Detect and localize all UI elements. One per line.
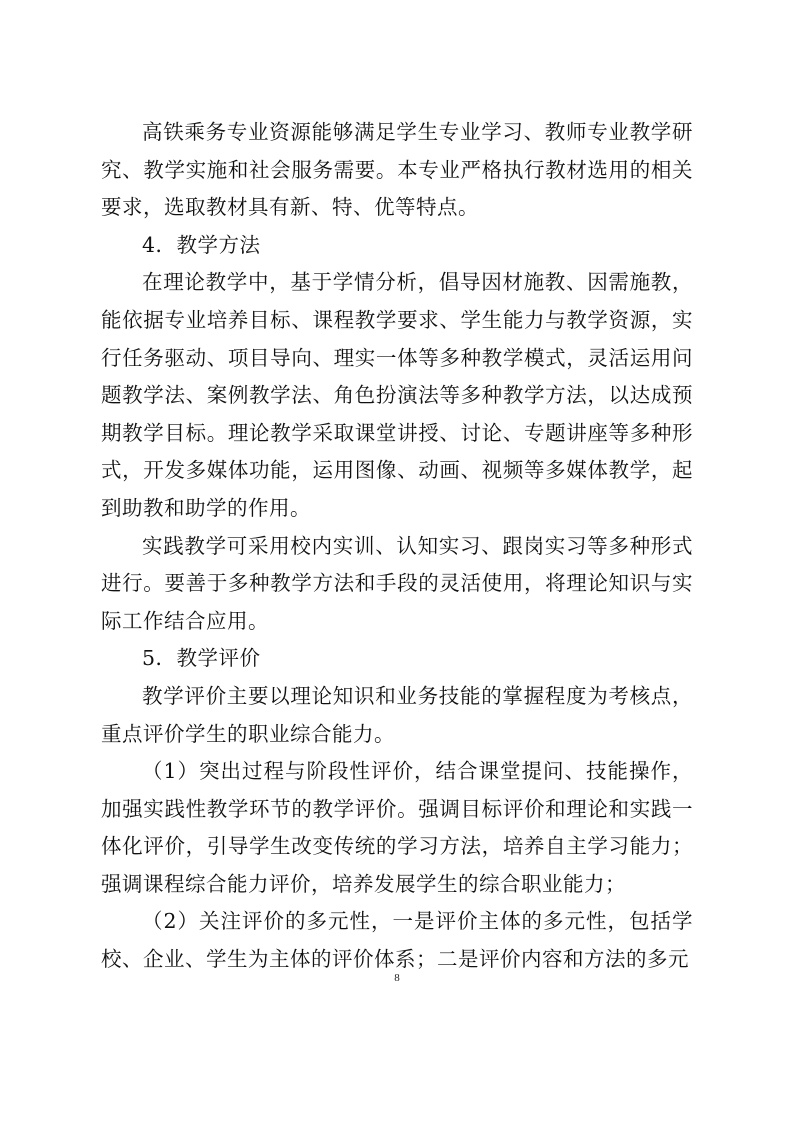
paragraph-evaluation-item-2: （2）关注评价的多元性，一是评价主体的多元性，包括学校、企业、学生为主体的评价体系；二是评价内容和方法的多元 xyxy=(101,909,693,972)
paragraph-evaluation-summary: 教学评价主要以理论知识和业务技能的掌握程度为考核点，重点评价学生的职业综合能力。 xyxy=(101,683,693,746)
body-text xyxy=(101,114,693,979)
heading-teaching-evaluation: 5．教学评价 xyxy=(142,646,261,671)
heading-teaching-methods: 4．教学方法 xyxy=(142,232,261,257)
paragraph-theory-teaching: 在理论教学中，基于学情分析，倡导因材施教、因需施教，能依据专业培养目标、课程教学要求、学生能力与教学资源，实行任务驱动、项目导向、理实一体等多种教学模式，灵活运用问题教学法、案例教学法、角色扮演法等多种教学方法，以达成预期教学目标。理论教学采取课堂讲授、讨论、专题讲座等多种形式，开发多媒体功能，运用图像、动画、视频等多媒体教学，起到助教和助学的作用。 xyxy=(101,270,693,520)
paragraph-practice-teaching: 实践教学可采用校内实训、认知实习、跟岗实习等多种形式进行。要善于多种教学方法和手段的灵活使用，将理论知识与实际工作结合应用。 xyxy=(101,533,693,633)
page-number: 8 xyxy=(394,972,400,984)
paragraph-resources: 高铁乘务专业资源能够满足学生专业学习、教师专业教学研究、教学实施和社会服务需要。本专业严格执行教材选用的相关要求，选取教材具有新、特、优等特点。 xyxy=(101,120,693,220)
paragraph-evaluation-item-1: （1）突出过程与阶段性评价，结合课堂提问、技能操作，加强实践性教学环节的教学评价。强调目标评价和理论和实践一体化评价，引导学生改变传统的学习方法，培养自主学习能力；强调课程综合能力评价，培养发展学生的综合职业能力； xyxy=(101,759,693,896)
